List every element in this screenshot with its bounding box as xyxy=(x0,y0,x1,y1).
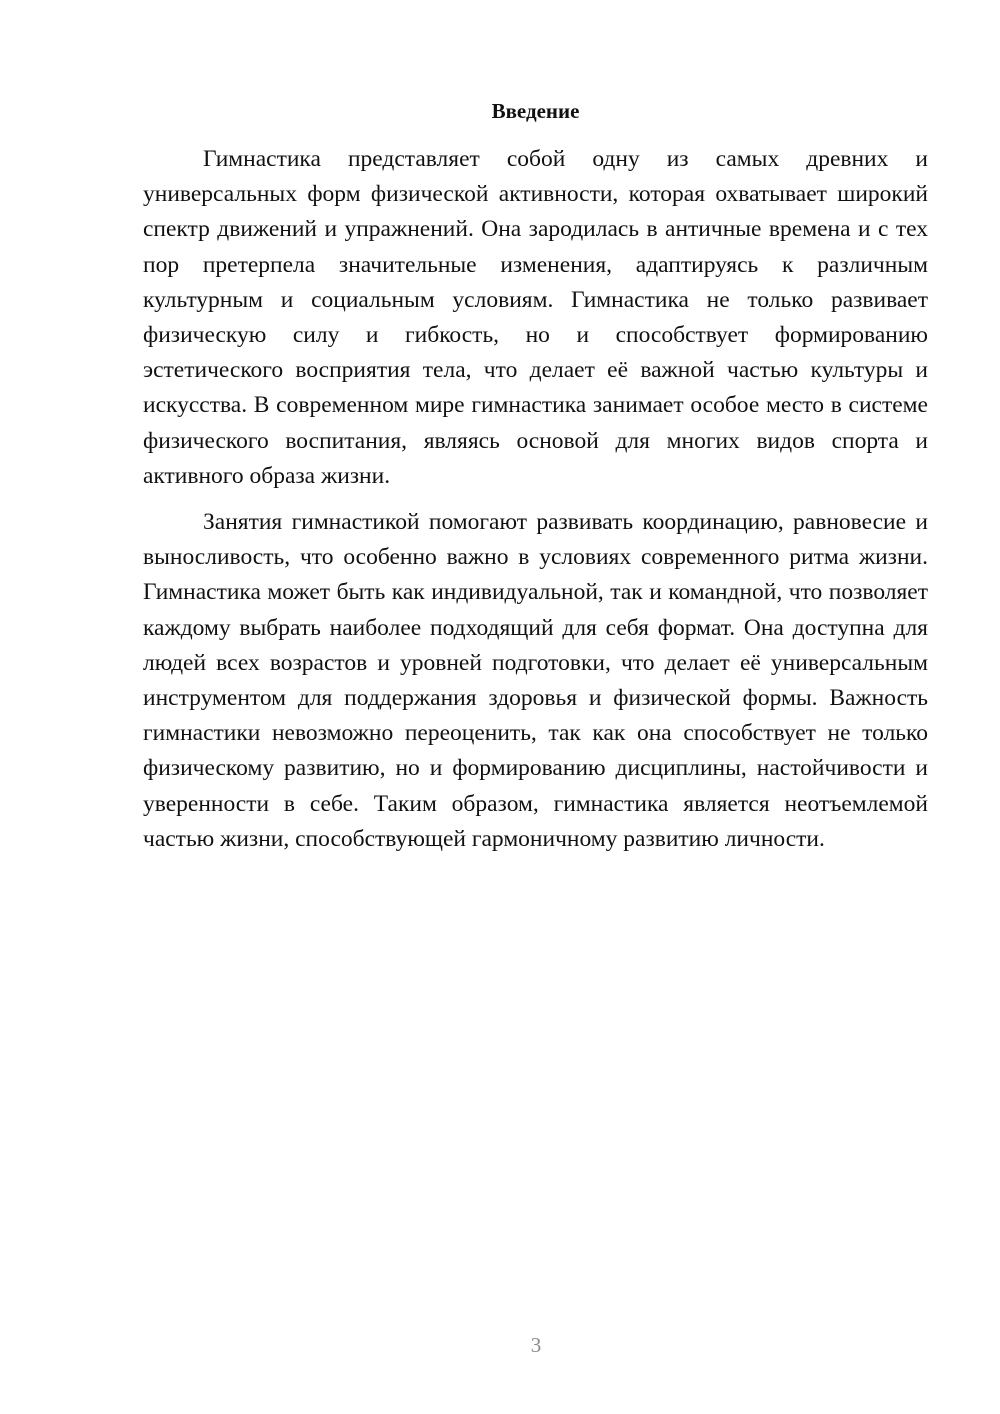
section-heading: Введение xyxy=(491,99,580,123)
paragraph-benefits: Занятия гимнастикой помогают развивать координацию, равновесие и выносливость, что особенно важно в условиях современного ритма жизни. Гимнастика может быть как индивидуальной, так и командной, что позволяет каждому выбрать наиболее подходящий для себя формат. Она доступна для людей всех возрастов и уровней подготовки, что делает её универсальным инструментом для поддержания здоровья и физической формы. Важность гимнастики невозможно переоценить, так как она способствует не только физическому развитию, но и формированию дисциплины, настойчивости и уверенности в себе. Таким образом, гимнастика является неотъемлемой частью жизни, способствующей гармоничному развитию личности. xyxy=(143,509,928,852)
document-body xyxy=(143,142,928,857)
paragraph-intro: Гимнастика представляет собой одну из самых древних и универсальных форм физической активности, которая охватывает широкий спектр движений и упражнений. Она зародилась в античные времена и с тех пор претерпела значительные изменения, адаптируясь к различным культурным и социальным условиям. Гимнастика не только развивает физическую силу и гибкость, но и способствует формированию эстетического восприятия тела, что делает её важной частью культуры и искусства. В современном мире гимнастика занимает особое место в системе физического воспитания, являясь основой для многих видов спорта и активного образа жизни. xyxy=(143,146,928,489)
page-number: 3 xyxy=(530,1333,542,1357)
